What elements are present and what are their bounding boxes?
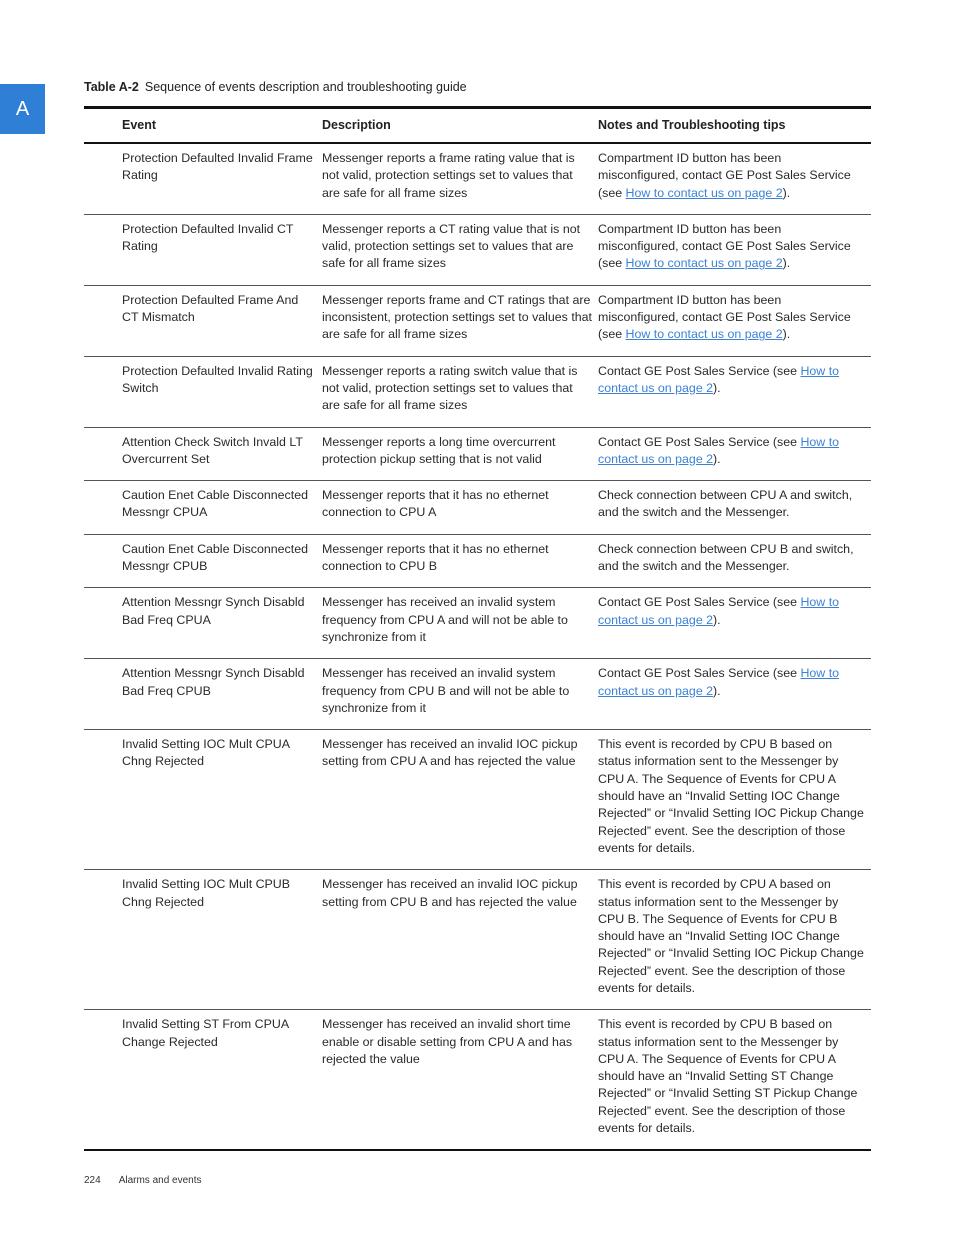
notes-text: Compartment ID button has been misconfigured, contact GE Post Sales Service (see (598, 292, 851, 342)
description-cell: Messenger has received an invalid IOC pickup setting from CPU A and has rejected the value (322, 737, 578, 769)
description-cell: Messenger reports frame and CT ratings that are inconsistent, protection settings set to values that are safe for all frame sizes (322, 292, 592, 342)
notes-text-end: ). (782, 327, 791, 342)
table-row (84, 659, 871, 730)
row-spacer (84, 870, 122, 1010)
description-cell: Messenger reports that it has no ethernet connection to CPU B (322, 541, 549, 574)
event-cell: Attention Messngr Synch Disabld Bad Freq CPUA (122, 595, 305, 627)
contact-us-link[interactable]: How to contact us on page 2 (625, 185, 783, 200)
event-cell: Protection Defaulted Invalid CT Rating (122, 221, 294, 254)
event-cell: Protection Defaulted Invalid Rating Switch (122, 363, 313, 395)
description-cell: Messenger has received an invalid system frequency from CPU B and will not be able to synchronize from it (322, 666, 570, 715)
row-spacer (84, 214, 122, 285)
table-body (84, 143, 871, 1150)
page-footer (84, 1175, 202, 1186)
notes-cell (598, 534, 871, 588)
notes-text: This event is recorded by CPU B based on status information sent to the Messenger by CPU A. The Sequence of Events for CPU A should have an “Invalid Setting ST Change Rejected” or “Invalid Setting ST Pickup Change Rejected” event. See the description of those events for details. (598, 1017, 858, 1136)
notes-cell (598, 481, 871, 535)
row-spacer (84, 356, 122, 427)
notes-text: Contact GE Post Sales Service (see (598, 666, 801, 681)
notes-text: Contact GE Post Sales Service (see (598, 595, 801, 610)
row-spacer (84, 659, 122, 730)
description-cell: Messenger reports a CT rating value that is not valid, protection settings set to values that are safe for all frame sizes (322, 221, 581, 271)
event-cell: Attention Check Switch Invald LT Overcurrent Set (122, 434, 303, 466)
notes-text-end: ). (713, 451, 721, 466)
event-cell: Invalid Setting IOC Mult CPUA Chng Rejected (122, 737, 290, 769)
description-cell: Messenger reports a long time overcurrent protection pickup setting that is not valid (322, 434, 556, 466)
row-spacer (84, 1010, 122, 1151)
table-caption (84, 80, 467, 94)
table-row (84, 588, 871, 659)
notes-text: Contact GE Post Sales Service (see (598, 363, 801, 378)
event-cell: Attention Messngr Synch Disabld Bad Freq CPUB (122, 666, 305, 698)
table-caption-text: Sequence of events description and troubleshooting guide (144, 80, 467, 94)
notes-cell (598, 214, 871, 285)
event-cell: Protection Defaulted Frame And CT Mismatch (122, 292, 299, 325)
row-spacer (84, 427, 122, 481)
notes-text: This event is recorded by CPU A based on status information sent to the Messenger by CPU B. The Sequence of Events for CPU B should have an “Invalid Setting IOC Change Rejected” or “Invalid Setting IOC Pickup Change Rejected” event. See the description of those events for details. (598, 877, 864, 995)
contact-us-link[interactable]: How to contact us on page 2 (625, 256, 783, 271)
notes-text-end: ). (713, 683, 721, 698)
row-spacer (84, 534, 122, 588)
table-row (84, 870, 871, 1010)
contact-us-link[interactable]: How to contact us on page 2 (598, 434, 840, 466)
notes-text: Check connection between CPU A and switch, and the switch and the Messenger. (598, 488, 853, 520)
event-cell: Protection Defaulted Invalid Frame Rating (122, 151, 313, 183)
table-row (84, 143, 871, 214)
description-cell: Messenger has received an invalid system frequency from CPU A and will not be able to synchronize from it (322, 595, 568, 644)
header-notes: Notes and Troubleshooting tips (598, 117, 786, 132)
notes-text-end: ). (713, 612, 721, 627)
row-spacer (84, 481, 122, 535)
event-cell: Caution Enet Cable Disconnected Messngr CPUA (122, 488, 308, 520)
table-caption-label: Table A-2 (84, 80, 139, 94)
row-spacer (84, 588, 122, 659)
event-cell: Caution Enet Cable Disconnected Messngr CPUB (122, 541, 308, 574)
table-row (84, 285, 871, 356)
notes-cell (598, 870, 871, 1010)
notes-text: Check connection between CPU B and switch, and the switch and the Messenger. (598, 541, 854, 574)
notes-text-end: ). (782, 256, 791, 271)
header-event: Event (122, 117, 157, 132)
notes-text: Compartment ID button has been misconfigured, contact GE Post Sales Service (see (598, 221, 851, 271)
table-row (84, 427, 871, 481)
description-cell: Messenger has received an invalid IOC pickup setting from CPU B and has rejected the value (322, 877, 578, 909)
table-row (84, 534, 871, 588)
notes-cell (598, 285, 871, 356)
table-row (84, 730, 871, 870)
notes-cell (598, 588, 871, 659)
section-tab-letter: A (15, 97, 30, 120)
description-cell: Messenger has received an invalid short time enable or disable setting from CPU A and has rejected the value (322, 1017, 573, 1066)
row-spacer (84, 285, 122, 356)
row-spacer (84, 143, 122, 214)
footer-section: Alarms and events (118, 1175, 202, 1186)
notes-cell (598, 356, 871, 427)
table-row (84, 481, 871, 535)
notes-cell (598, 143, 871, 214)
notes-text: This event is recorded by CPU B based on status information sent to the Messenger by CPU A. The Sequence of Events for CPU A should have an “Invalid Setting IOC Change Rejected” or “Invalid Setting IOC Pickup Change Rejected” event. See the description of those events for details. (598, 737, 864, 855)
notes-text: Contact GE Post Sales Service (see (598, 434, 801, 449)
page-number: 224 (84, 1175, 101, 1186)
notes-cell (598, 730, 871, 870)
description-cell: Messenger reports a rating switch value that is not valid, protection settings set to values that are safe for all frame sizes (322, 363, 578, 413)
table-header-row (84, 108, 871, 144)
table-row (84, 1010, 871, 1151)
row-spacer (84, 730, 122, 870)
contact-us-link[interactable]: How to contact us on page 2 (598, 666, 840, 698)
notes-text-end: ). (713, 380, 721, 395)
events-table-wrapper (84, 106, 871, 1151)
notes-cell (598, 427, 871, 481)
notes-cell (598, 1010, 871, 1151)
events-table (84, 106, 871, 1151)
event-cell: Invalid Setting ST From CPUA Change Rejected (122, 1017, 289, 1049)
description-cell: Messenger reports a frame rating value that is not valid, protection settings set to values that are safe for all frame sizes (322, 151, 575, 200)
table-row (84, 214, 871, 285)
table-row (84, 356, 871, 427)
section-tab (0, 84, 45, 134)
event-cell: Invalid Setting IOC Mult CPUB Chng Rejected (122, 877, 291, 909)
notes-text-end: ). (782, 185, 791, 200)
notes-cell (598, 659, 871, 730)
contact-us-link[interactable]: How to contact us on page 2 (625, 327, 783, 342)
notes-text: Compartment ID button has been misconfigured, contact GE Post Sales Service (see (598, 151, 851, 200)
header-spacer (84, 108, 122, 144)
contact-us-link[interactable]: How to contact us on page 2 (598, 595, 840, 627)
description-cell: Messenger reports that it has no ethernet connection to CPU A (322, 488, 549, 520)
contact-us-link[interactable]: How to contact us on page 2 (598, 363, 840, 395)
header-description: Description (322, 117, 391, 132)
